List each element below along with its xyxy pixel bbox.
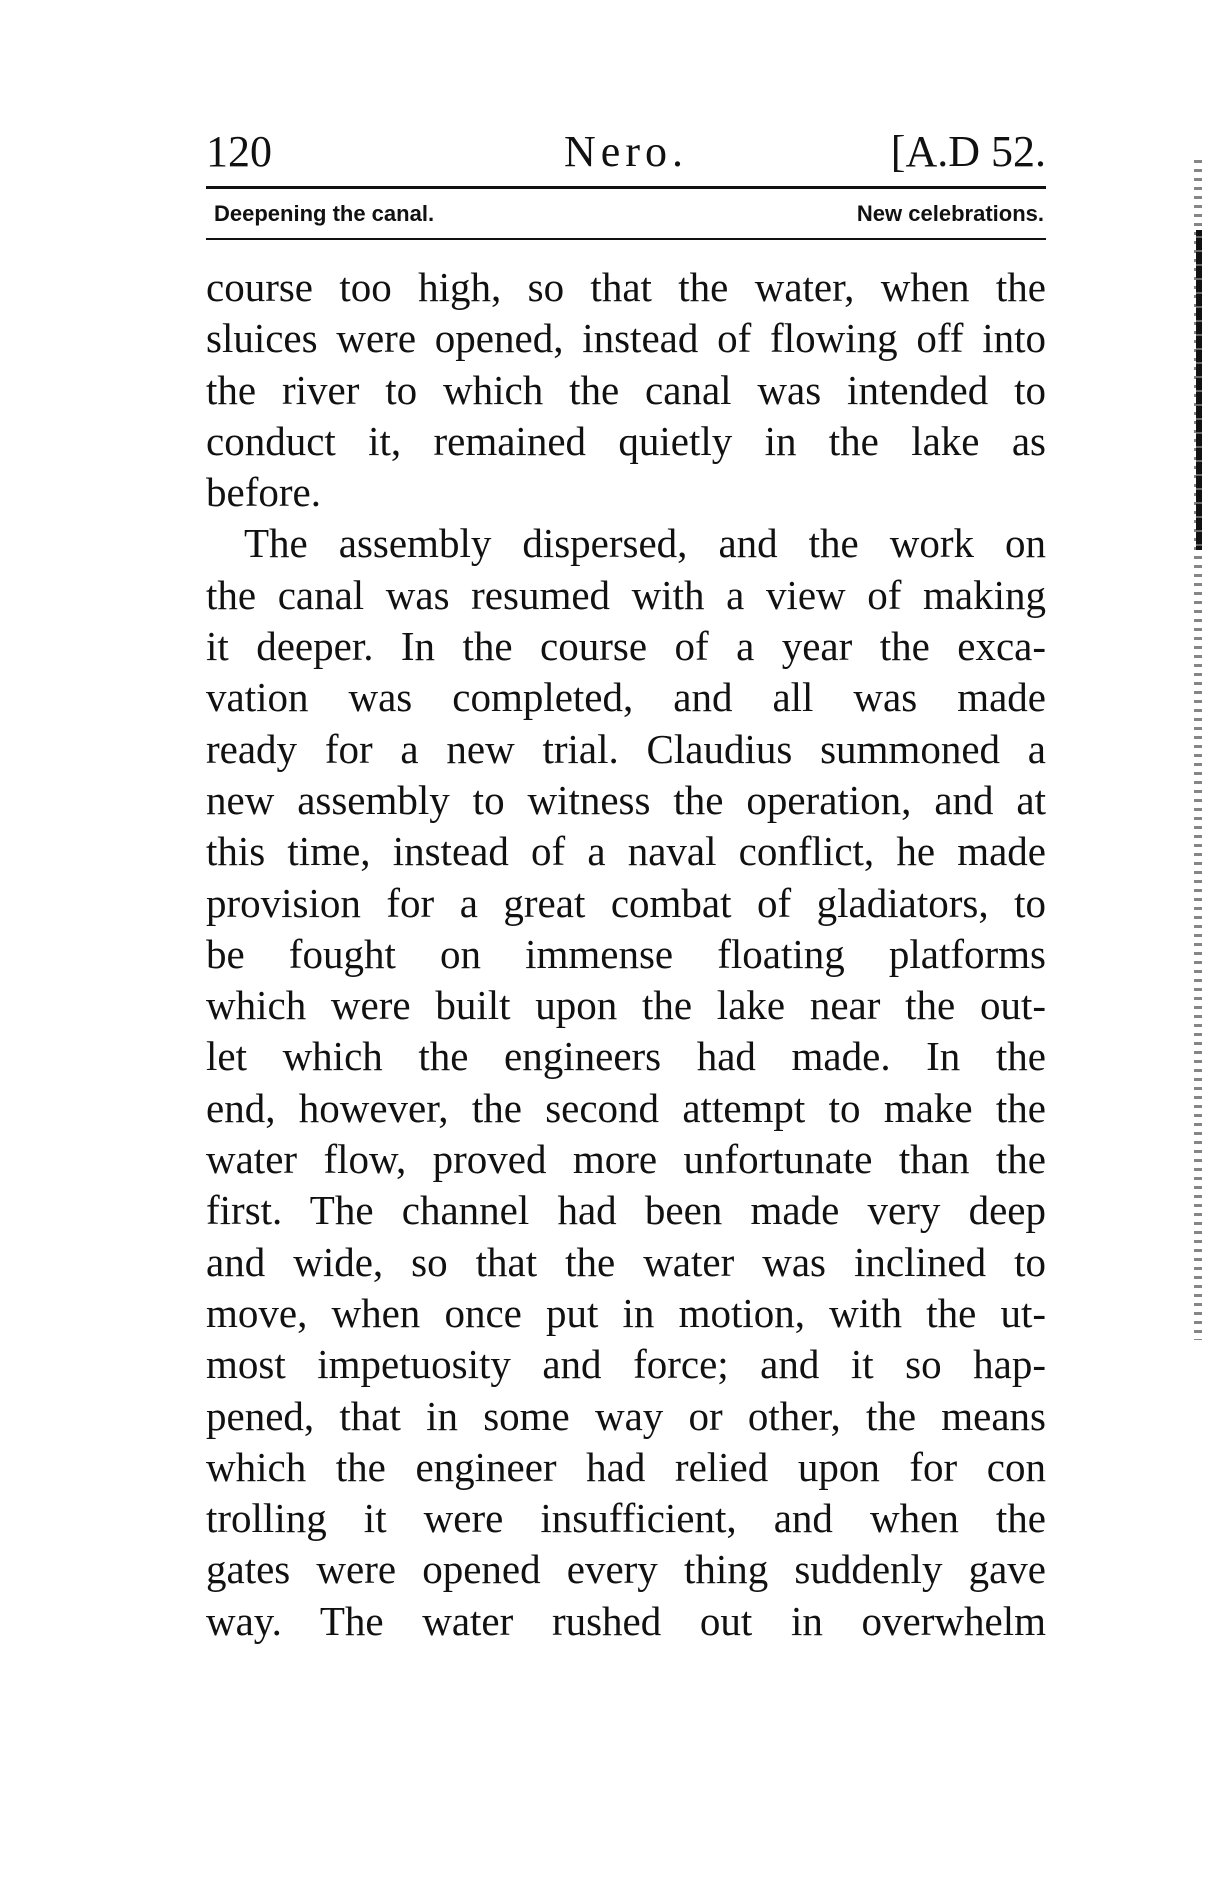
text-line: and wide, so that the water was inclined to bbox=[206, 1238, 1046, 1285]
text-line: sluices were opened, instead of flowing off into bbox=[206, 315, 1046, 362]
text-line: trolling it were insufficient, and when the bbox=[206, 1495, 1046, 1542]
text-line: most impetuosity and force; and it so hap- bbox=[206, 1341, 1046, 1388]
subheader bbox=[214, 194, 1044, 234]
text-line: before. bbox=[206, 469, 321, 516]
text-line: gates were opened every thing suddenly gave bbox=[206, 1546, 1046, 1593]
body-text bbox=[206, 262, 1046, 1647]
text-line: first. The channel had been made very deep bbox=[206, 1187, 1046, 1234]
subheader-left: Deepening the canal. bbox=[214, 201, 435, 226]
text-line: vation was completed, and all was made bbox=[206, 674, 1046, 721]
text-line: be fought on immense floating platforms bbox=[206, 930, 1046, 977]
text-line: which were built upon the lake near the out- bbox=[206, 982, 1046, 1029]
subheader-right: New celebrations. bbox=[856, 201, 1044, 226]
paragraph bbox=[206, 262, 1046, 518]
text-line: move, when once put in motion, with the ut- bbox=[206, 1289, 1046, 1336]
text-line: end, however, the second attempt to make the bbox=[206, 1084, 1046, 1131]
text-line: it deeper. In the course of a year the exca- bbox=[206, 623, 1046, 670]
text-line: conduct it, remained quietly in the lake as bbox=[206, 417, 1046, 464]
text-line: course too high, so that the water, when the bbox=[206, 264, 1046, 310]
header-rule-top bbox=[206, 186, 1046, 189]
text-line: which the engineer had relied upon for con bbox=[206, 1443, 1046, 1490]
page-number: 120 bbox=[206, 127, 272, 176]
text-line: The assembly dispersed, and the work on bbox=[244, 520, 1046, 567]
running-title: Nero. bbox=[564, 127, 688, 176]
paragraph bbox=[206, 518, 1046, 1647]
running-date: [A.D 52. bbox=[890, 127, 1046, 176]
page-edge-bar bbox=[1196, 230, 1202, 550]
text-line: provision for a great combat of gladiators, to bbox=[206, 879, 1046, 926]
text-line: ready for a new trial. Claudius summoned a bbox=[206, 725, 1046, 772]
text-line: way. The water rushed out in overwhelm bbox=[206, 1597, 1046, 1644]
text-line: water flow, proved more unfortunate than the bbox=[206, 1136, 1046, 1183]
text-line: the canal was resumed with a view of making bbox=[206, 571, 1046, 618]
text-line: let which the engineers had made. In the bbox=[206, 1033, 1046, 1080]
text-line: new assembly to witness the operation, and at bbox=[206, 776, 1046, 823]
header-rule-bottom bbox=[206, 238, 1046, 240]
running-head bbox=[206, 122, 1046, 182]
text-line: pened, that in some way or other, the means bbox=[206, 1392, 1046, 1439]
text-line: this time, instead of a naval conflict, he made bbox=[206, 828, 1046, 875]
text-line: the river to which the canal was intended to bbox=[206, 366, 1046, 413]
